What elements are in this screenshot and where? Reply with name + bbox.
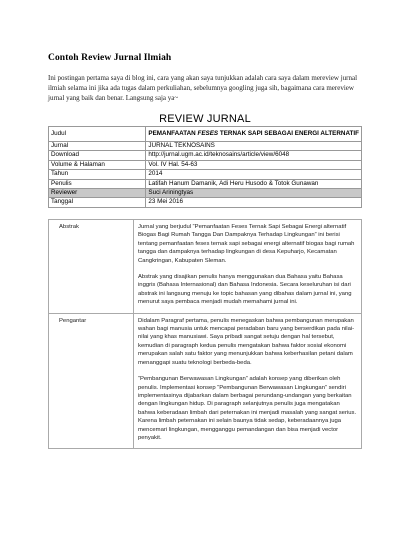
meta-label: Download: [49, 151, 146, 160]
meta-row-jurnal: [49, 142, 362, 151]
meta-download-link[interactable]: http://jurnal.ugm.ac.id/teknosains/article/view/6048: [146, 151, 362, 160]
meta-value: 2014: [146, 170, 362, 179]
meta-value: Vol. IV Hal. 54-63: [146, 160, 362, 169]
review-content-table: [48, 219, 362, 449]
section-paragraph: Jurnal yang berjudul “Pemanfaatan Feses Ternak Sapi Sebagai Energi alternatif Biogas Bagi Rumah Tangga Dan Dampaknya Terhadap Lingkungan” ini berisi tentang pemanfaatan feses ternak sapi sebagai energi alternatif biogas bagi rumah tangga dan dampaknya terhadap lingkungan di desa Kepuharjo, Kecamatan Cangkringan, Kabupaten Sleman.: [138, 224, 355, 264]
meta-value: [146, 127, 362, 142]
meta-row-reviewer: [49, 189, 362, 198]
meta-row-download: [49, 151, 362, 160]
meta-label: Judul: [49, 127, 146, 142]
section-content: [134, 313, 362, 449]
section-paragraph: Didalam Paragraf pertama, penulis menegaskan bahwa pembangunan merupakan wahan bagi manusia untuk mencapai peradaban baru yang berserdikan pada nilai-nilai yang khas manusiawi. Saya pribadi sangat setuju dengan hal tersebut, kemudian di paragraph kedua penulis mengatakan bahwa faktor sosial ekonomi merupakan salah satu faktor yang menunjukkan bahwa keberhasilan petani dalam menanggapi suatu teknologi berbeda-beda.: [138, 317, 355, 366]
review-meta-table: [48, 126, 362, 208]
meta-label: Penulis: [49, 179, 146, 188]
meta-value: Latifah Hanum Damanik, Adi Heru Husodo & Totok Gunawan: [146, 179, 362, 188]
meta-row-judul: [49, 127, 362, 142]
section-row-pengantar: [49, 313, 362, 449]
meta-row-tahun: [49, 170, 362, 179]
meta-row-tanggal: [49, 198, 362, 207]
page-title: Contoh Review Jurnal Ilmiah: [48, 53, 172, 63]
meta-value: 23 Mei 2016: [146, 198, 362, 207]
intro-paragraph: Ini postingan pertama saya di blog ini, cara yang akan saya tunjukkan adalah cara saya dalam mereview jurnal ilmiah selama ini jika ada tugas dalam perkuliahan, sebelumnya googling juga sih, bagaimana cara mereview jurnal yang baik dan benar. Langsung saja ya~: [48, 74, 358, 102]
meta-row-volume: [49, 160, 362, 169]
review-heading: REVIEW JURNAL: [159, 113, 251, 125]
meta-value: Suci Ariningtyas: [146, 189, 362, 198]
meta-label: Volume & Halaman: [49, 160, 146, 169]
meta-label: Jurnal: [49, 142, 146, 151]
meta-row-penulis: [49, 179, 362, 188]
section-content: [134, 220, 362, 314]
title-italic-word: FESES: [197, 130, 219, 137]
section-paragraph: Abstrak yang disajikan penulis hanya menggunakan dua Bahasa yaitu Bahasa inggris (Bahasa Internasional) dan Bahasa Indonesia. Secara keseluruhan isi dari abstrak ini langsung menuju ke topic bahasan yang dibahas dalam jurnal ini, yang menurut saya pembaca menjadi mudah memahami jurnal ini.: [138, 274, 352, 306]
section-label: Pengantar: [49, 313, 134, 449]
meta-value: JURNAL TEKNOSAINS: [146, 142, 362, 151]
meta-title-value: PEMANFAATAN FESES TERNAK SAPI SEBAGAI ENERGI ALTERNATIF: [148, 130, 359, 137]
meta-label: Tanggal: [49, 198, 146, 207]
section-row-abstrak: [49, 220, 362, 314]
section-paragraph: “Pembangunan Berwawasan Lingkungan” adalah konsep yang diberikan oleh penulis. Implementasi konsep “Pembangunan Berwawasan Lingkungan” sendiri implementasinya dijabarkan dalam berbagai perundang-undangan yang berkaitan dengan lingkungan hidup. Di paragraph selanjutnya penulis juga mengatakan bahwa keberadaan limbah dari peternakan ini menjadi masalah yang sangat serius. Karena limbah peternakan ini selain baunya tidak sedap, keberadaannya juga mencemari lingkungan, mengganggu pemandangan dan bisa menjadi vector penyakit.: [138, 376, 357, 441]
meta-label: Tahun: [49, 170, 146, 179]
meta-label: Reviewer: [49, 189, 146, 198]
section-label: Abstrak: [49, 220, 134, 314]
